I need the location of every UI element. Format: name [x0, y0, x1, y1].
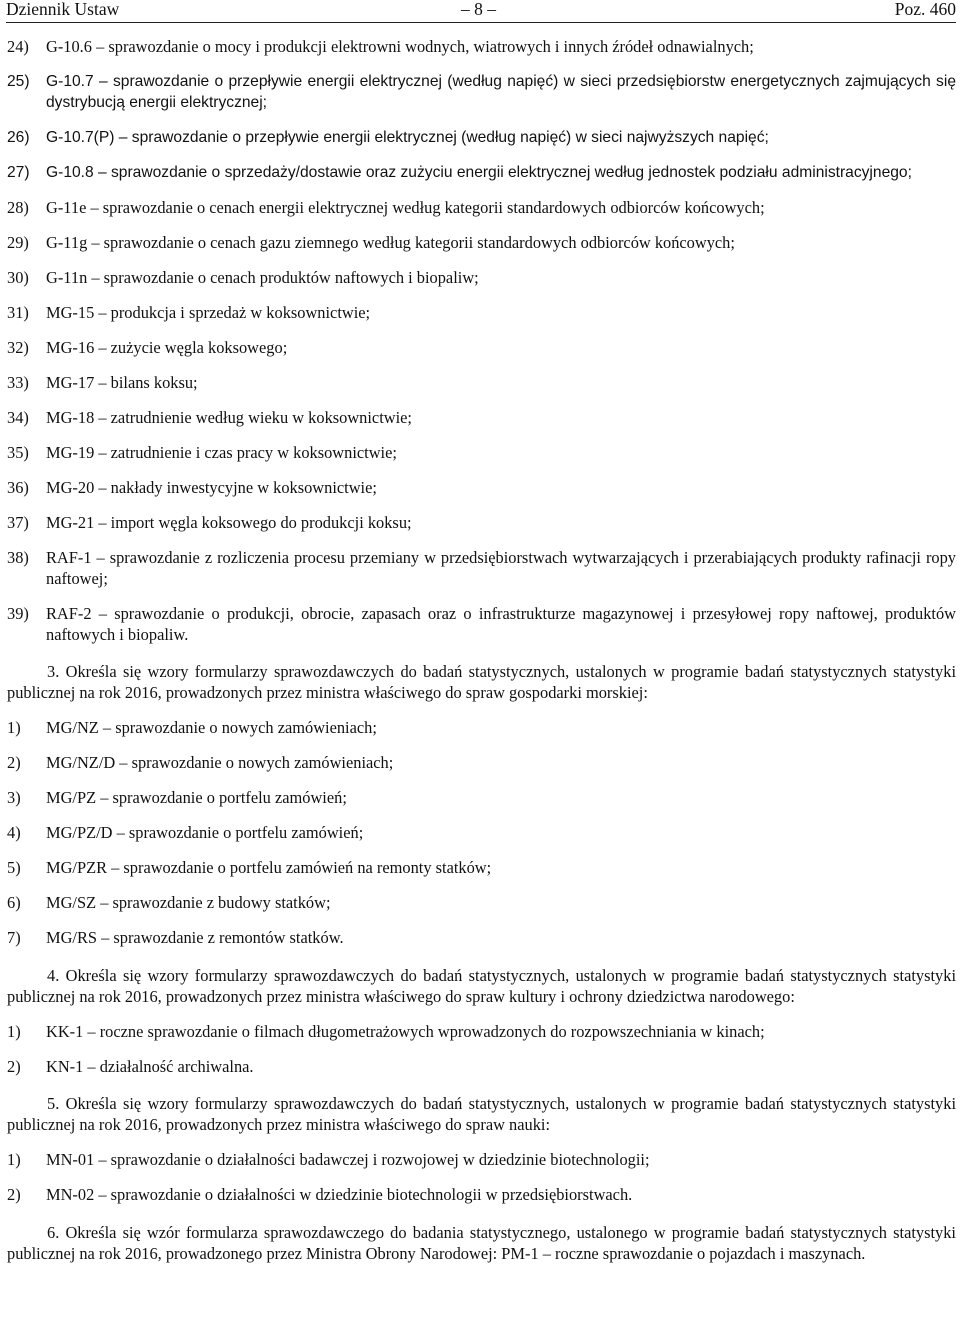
list-item-text: G-11g – sprawozdanie o cenach gazu ziemnego według kategorii standardowych odbiorców końcowych; [46, 233, 735, 252]
list-item-text: MG/PZ/D – sprawozdanie o portfelu zamówień; [46, 823, 364, 843]
list-item-text: MG-20 – nakłady inwestycyjne w koksownictwie; [46, 478, 377, 497]
list-item [7, 787, 956, 808]
list-item-number: 5) [7, 858, 21, 878]
list-item-number: 33) [7, 373, 29, 392]
list-item-text: G-10.7(P) – sprawozdanie o przepływie energii elektrycznej (według napięć) w sieci najwyższych napięć; [46, 129, 769, 146]
list-item-number: 29) [7, 233, 29, 252]
list-item-number: 2) [7, 753, 21, 773]
list-item-text: G-10.7 – sprawozdanie o przepływie energii elektrycznej (według napięć) w sieci przedsiębiorstw energetycznych zajmujących się dystrybucją energii elektrycznej; [46, 73, 956, 111]
list-item-number: 26) [7, 129, 30, 146]
list-item [7, 71, 956, 113]
list-item [7, 752, 956, 773]
list-item-number: 28) [7, 198, 29, 217]
list-item-text: MG-17 – bilans koksu; [46, 373, 198, 392]
list-item-text: G-10.8 – sprawozdanie o sprzedaży/dostawie oraz zużyciu energii elektrycznej według jednostek podziału administracyjnego; [46, 164, 912, 181]
list-item-number: 1) [7, 718, 21, 738]
form-list-section-4 [7, 1021, 956, 1077]
list-item-number: 32) [7, 338, 29, 357]
list-item-text: G-11e – sprawozdanie o cenach energii elektrycznej według kategorii standardowych odbiorców końcowych; [46, 198, 765, 217]
form-list-section-5 [7, 1149, 956, 1205]
paragraph-3: 3. Określa się wzory formularzy sprawozdawczych do badań statystycznych, ustalonych w programie badań statystycznych statystyki publicznej na rok 2016, prowadzonych przez ministra właściwego do spraw gospodarki morskiej: [7, 662, 956, 703]
list-item [7, 1056, 956, 1077]
list-item [7, 302, 956, 323]
list-item [7, 442, 956, 463]
list-item-text: MG-15 – produkcja i sprzedaż w koksownictwie; [46, 303, 371, 322]
list-item-number: 36) [7, 478, 29, 497]
list-item [7, 197, 956, 218]
list-item-text: MG-16 – zużycie węgla koksowego; [46, 338, 288, 357]
list-item [7, 407, 956, 428]
journal-title: Dziennik Ustaw [6, 0, 120, 19]
list-item-text: MG/PZ – sprawozdanie o portfelu zamówień; [46, 788, 347, 808]
list-item-text: MG/RS – sprawozdanie z remontów statków. [46, 928, 344, 948]
list-item [7, 892, 956, 913]
list-item-number: 37) [7, 513, 29, 532]
list-item-number: 30) [7, 268, 29, 287]
paragraph-5: 5. Określa się wzory formularzy sprawozdawczych do badań statystycznych, ustalonych w programie badań statystycznych statystyki publicznej na rok 2016, prowadzonych przez ministra właściwego do spraw nauki: [7, 1094, 956, 1135]
list-item-text: G-10.6 – sprawozdanie o mocy i produkcji elektrowni wodnych, wiatrowych i innych źródeł odnawialnych; [46, 37, 754, 56]
list-item [7, 512, 956, 533]
list-item-number: 2) [7, 1056, 21, 1076]
document-body [7, 36, 956, 1278]
list-item-text: MG/NZ/D – sprawozdanie o nowych zamówieniach; [46, 753, 394, 773]
page-number: – 8 – [461, 0, 496, 19]
list-item [7, 372, 956, 393]
list-item-number: 6) [7, 893, 21, 913]
list-item-number: 38) [7, 548, 29, 567]
list-item-text: MG/SZ – sprawozdanie z budowy statków; [46, 893, 331, 913]
list-item [7, 717, 956, 738]
form-list-section-2 [7, 36, 956, 645]
list-item-text: MG/PZR – sprawozdanie o portfelu zamówień na remonty statków; [46, 858, 492, 878]
list-item [7, 232, 956, 253]
list-item-number: 34) [7, 408, 29, 427]
list-item-text: MG-18 – zatrudnienie według wieku w koksownictwie; [46, 408, 412, 427]
list-item-text: MG/NZ – sprawozdanie o nowych zamówieniach; [46, 718, 377, 738]
list-item-number: 25) [7, 73, 30, 90]
list-item-number: 35) [7, 443, 29, 462]
position-number: Poz. 460 [894, 0, 956, 19]
list-item [7, 927, 956, 948]
list-item [7, 1184, 956, 1205]
list-item-number: 1) [7, 1021, 21, 1041]
list-item [7, 603, 956, 645]
list-item [7, 127, 956, 148]
form-list-section-3 [7, 717, 956, 948]
list-item [7, 822, 956, 843]
paragraph-6: 6. Określa się wzór formularza sprawozdawczego do badania statystycznego, ustalonego w programie badań statystycznych statystyki publicznej na rok 2016, prowadzonego przez Ministra Obrony Narodowej: PM-1 – roczne sprawozdanie o pojazdach i maszynach. [7, 1222, 956, 1263]
list-item-number: 7) [7, 928, 21, 948]
list-item [7, 1021, 956, 1042]
list-item-text: KK-1 – roczne sprawozdanie o filmach długometrażowych wprowadzonych do rozpowszechniania w kinach; [46, 1021, 765, 1041]
list-item-text: MN-02 – sprawozdanie o działalności w dziedzinie biotechnologii w przedsiębiorstwach. [46, 1185, 633, 1205]
list-item-number: 39) [7, 604, 29, 623]
list-item [7, 337, 956, 358]
list-item-text: RAF-1 – sprawozdanie z rozliczenia procesu przemiany w przedsiębiorstwach wytwarzających i przerabiających produkty rafinacji ropy naftowej; [46, 548, 956, 588]
page-header [6, 0, 956, 23]
list-item-number: 24) [7, 37, 29, 56]
list-item [7, 36, 956, 57]
list-item-text: KN-1 – działalność archiwalna. [46, 1056, 254, 1076]
list-item-number: 31) [7, 303, 29, 322]
paragraph-4: 4. Określa się wzory formularzy sprawozdawczych do badań statystycznych, ustalonych w programie badań statystycznych statystyki publicznej na rok 2016, prowadzonych przez ministra właściwego do spraw kultury i ochrony dziedzictwa narodowego: [7, 965, 956, 1006]
list-item [7, 547, 956, 589]
list-item-text: RAF-2 – sprawozdanie o produkcji, obrocie, zapasach oraz o infrastrukturze magazynowej i przesyłowej ropy naftowej, produktów naftowych i biopaliw. [46, 604, 956, 644]
list-item-number: 4) [7, 823, 21, 843]
list-item-number: 3) [7, 788, 21, 808]
list-item [7, 162, 956, 183]
list-item [7, 477, 956, 498]
list-item-text: MG-21 – import węgla koksowego do produkcji koksu; [46, 513, 412, 532]
list-item-number: 2) [7, 1185, 21, 1205]
list-item-text: G-11n – sprawozdanie o cenach produktów naftowych i biopaliw; [46, 268, 479, 287]
list-item-number: 1) [7, 1150, 21, 1170]
list-item-text: MG-19 – zatrudnienie i czas pracy w koksownictwie; [46, 443, 397, 462]
list-item [7, 857, 956, 878]
list-item-number: 27) [7, 164, 30, 181]
list-item [7, 1149, 956, 1170]
list-item [7, 267, 956, 288]
list-item-text: MN-01 – sprawozdanie o działalności badawczej i rozwojowej w dziedzinie biotechnologii; [46, 1150, 650, 1170]
